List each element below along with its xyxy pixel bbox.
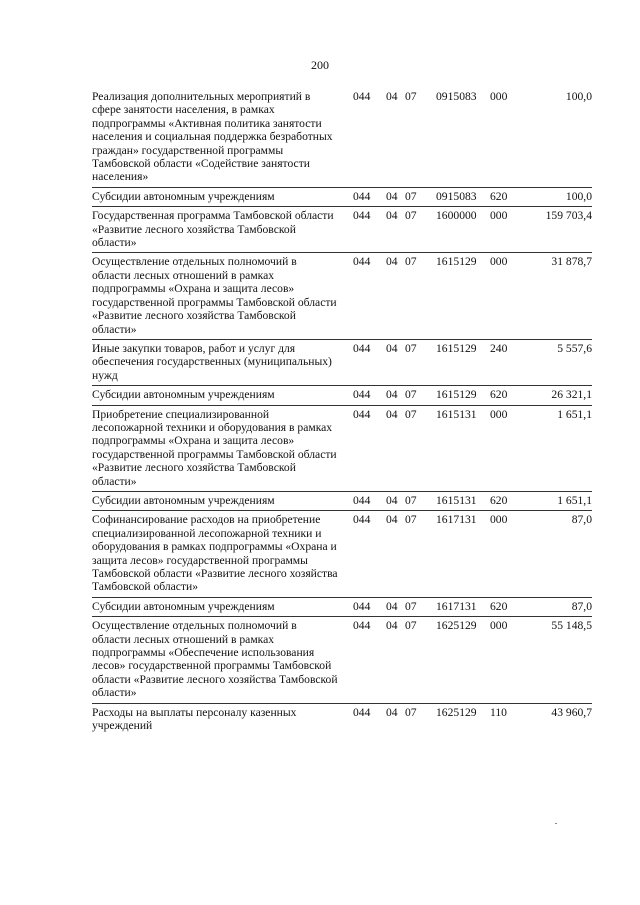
expense-type-code: 240 — [490, 341, 508, 355]
row-name: Субсидии автономным учреждениям — [92, 388, 275, 402]
expense-type-code: 000 — [490, 255, 508, 269]
ministry-code: 044 — [353, 388, 371, 402]
expense-type-code: 620 — [490, 189, 508, 203]
table-row — [92, 188, 592, 207]
row-name: Реализация дополнительных мероприятий в сфере занятости населения, в рамках подпрограммы «Активная политика занятости населения и социальная поддержка безработных граждан» государственной программы Тамбовской области «Содействие занятости населения» — [92, 90, 333, 184]
amount: 87,0 — [571, 513, 592, 527]
target-item-code: 1617131 — [436, 599, 477, 613]
expense-type-code: 000 — [490, 619, 508, 633]
amount: 87,0 — [571, 599, 592, 613]
row-name: Осуществление отдельных полномочий в области лесных отношений в рамках подпрограммы «Охрана и защита лесов» государственной программы Тамбовской области «Развитие лесного хозяйства Тамбовской области» — [92, 255, 337, 336]
table-row — [92, 704, 592, 736]
expense-type-code: 620 — [490, 388, 508, 402]
subsection-code: 07 — [405, 388, 417, 402]
expense-type-code: 000 — [490, 407, 508, 421]
ministry-code: 044 — [353, 599, 371, 613]
section-code: 04 — [386, 90, 398, 103]
table-row — [92, 253, 592, 339]
section-code: 04 — [386, 209, 398, 223]
ministry-code: 044 — [353, 255, 371, 269]
amount: 1 651,1 — [557, 407, 592, 421]
target-item-code: 1615129 — [436, 388, 477, 402]
expense-type-code: 000 — [490, 90, 508, 103]
target-item-code: 1625129 — [436, 619, 477, 633]
ministry-code: 044 — [353, 209, 371, 223]
ministry-code: 044 — [353, 705, 371, 719]
amount: 26 321,1 — [551, 388, 592, 402]
row-name: Субсидии автономным учреждениям — [92, 493, 275, 507]
section-code: 04 — [386, 599, 398, 613]
section-code: 04 — [386, 705, 398, 719]
budget-table — [92, 88, 592, 735]
expense-type-code: 000 — [490, 513, 508, 527]
row-name: Субсидии автономным учреждениям — [92, 599, 275, 613]
amount: 100,0 — [565, 189, 592, 203]
subsection-code: 07 — [405, 341, 417, 355]
ministry-code: 044 — [353, 493, 371, 507]
table-row — [92, 406, 592, 492]
amount: 5 557,6 — [557, 341, 592, 355]
target-item-code: 1615131 — [436, 407, 477, 421]
amount: 31 878,7 — [551, 255, 592, 269]
expense-type-code: 000 — [490, 209, 508, 223]
expense-type-code: 110 — [490, 705, 507, 719]
row-name: Расходы на выплаты персоналу казенных учреждений — [92, 705, 297, 733]
table-row — [92, 598, 592, 617]
scan-artifact — [555, 823, 557, 824]
section-code: 04 — [386, 407, 398, 421]
amount: 43 960,7 — [551, 705, 592, 719]
ministry-code: 044 — [353, 619, 371, 633]
subsection-code: 07 — [405, 599, 417, 613]
target-item-code: 1625129 — [436, 705, 477, 719]
subsection-code: 07 — [405, 619, 417, 633]
table-row — [92, 88, 592, 188]
subsection-code: 07 — [405, 209, 417, 223]
subsection-code: 07 — [405, 90, 417, 103]
subsection-code: 07 — [405, 407, 417, 421]
section-code: 04 — [386, 341, 398, 355]
section-code: 04 — [386, 619, 398, 633]
target-item-code: 1615129 — [436, 341, 477, 355]
row-name: Осуществление отдельных полномочий в области лесных отношений в рамках подпрограммы «Обеспечение использования лесов» государственной программы Тамбовской области «Развитие лесного хозяйства Тамбовской области» — [92, 619, 338, 700]
subsection-code: 07 — [405, 493, 417, 507]
target-item-code: 1617131 — [436, 513, 477, 527]
target-item-code: 1600000 — [436, 209, 477, 223]
subsection-code: 07 — [405, 255, 417, 269]
row-name: Субсидии автономным учреждениям — [92, 189, 275, 203]
table-row — [92, 511, 592, 597]
table-row — [92, 492, 592, 511]
table-row — [92, 340, 592, 386]
table-row — [92, 386, 592, 405]
row-name: Иные закупки товаров, работ и услуг для обеспечения государственных (муниципальных) нужд — [92, 341, 332, 382]
target-item-code: 1615129 — [436, 255, 477, 269]
ministry-code: 044 — [353, 407, 371, 421]
section-code: 04 — [386, 513, 398, 527]
row-name: Приобретение специализированной лесопожарной техники и оборудования в рамках подпрограммы «Охрана и защита лесов» государственной программы Тамбовской области «Развитие лесного хозяйства Тамбовской области» — [92, 407, 337, 488]
section-code: 04 — [386, 255, 398, 269]
row-name: Софинансирование расходов на приобретение специализированной лесопожарной техники и оборудования в рамках подпрограммы «Охрана и защита лесов» государственной программы Тамбовской области «Развитие лесного хозяйства Тамбовской области» — [92, 513, 338, 594]
ministry-code: 044 — [353, 90, 371, 103]
section-code: 04 — [386, 388, 398, 402]
target-item-code: 0915083 — [436, 90, 477, 103]
target-item-code: 1615131 — [436, 493, 477, 507]
amount: 55 148,5 — [551, 619, 592, 633]
amount: 100,0 — [565, 90, 592, 103]
section-code: 04 — [386, 189, 398, 203]
subsection-code: 07 — [405, 513, 417, 527]
ministry-code: 044 — [353, 513, 371, 527]
expense-type-code: 620 — [490, 599, 508, 613]
subsection-code: 07 — [405, 705, 417, 719]
expense-type-code: 620 — [490, 493, 508, 507]
amount: 159 703,4 — [545, 209, 592, 223]
table-row — [92, 207, 592, 253]
amount: 1 651,1 — [557, 493, 592, 507]
table-row — [92, 617, 592, 703]
section-code: 04 — [386, 493, 398, 507]
ministry-code: 044 — [353, 189, 371, 203]
target-item-code: 0915083 — [436, 189, 477, 203]
page-number: 200 — [311, 58, 329, 72]
row-name: Государственная программа Тамбовской области «Развитие лесного хозяйства Тамбовской области» — [92, 209, 334, 250]
ministry-code: 044 — [353, 341, 371, 355]
subsection-code: 07 — [405, 189, 417, 203]
